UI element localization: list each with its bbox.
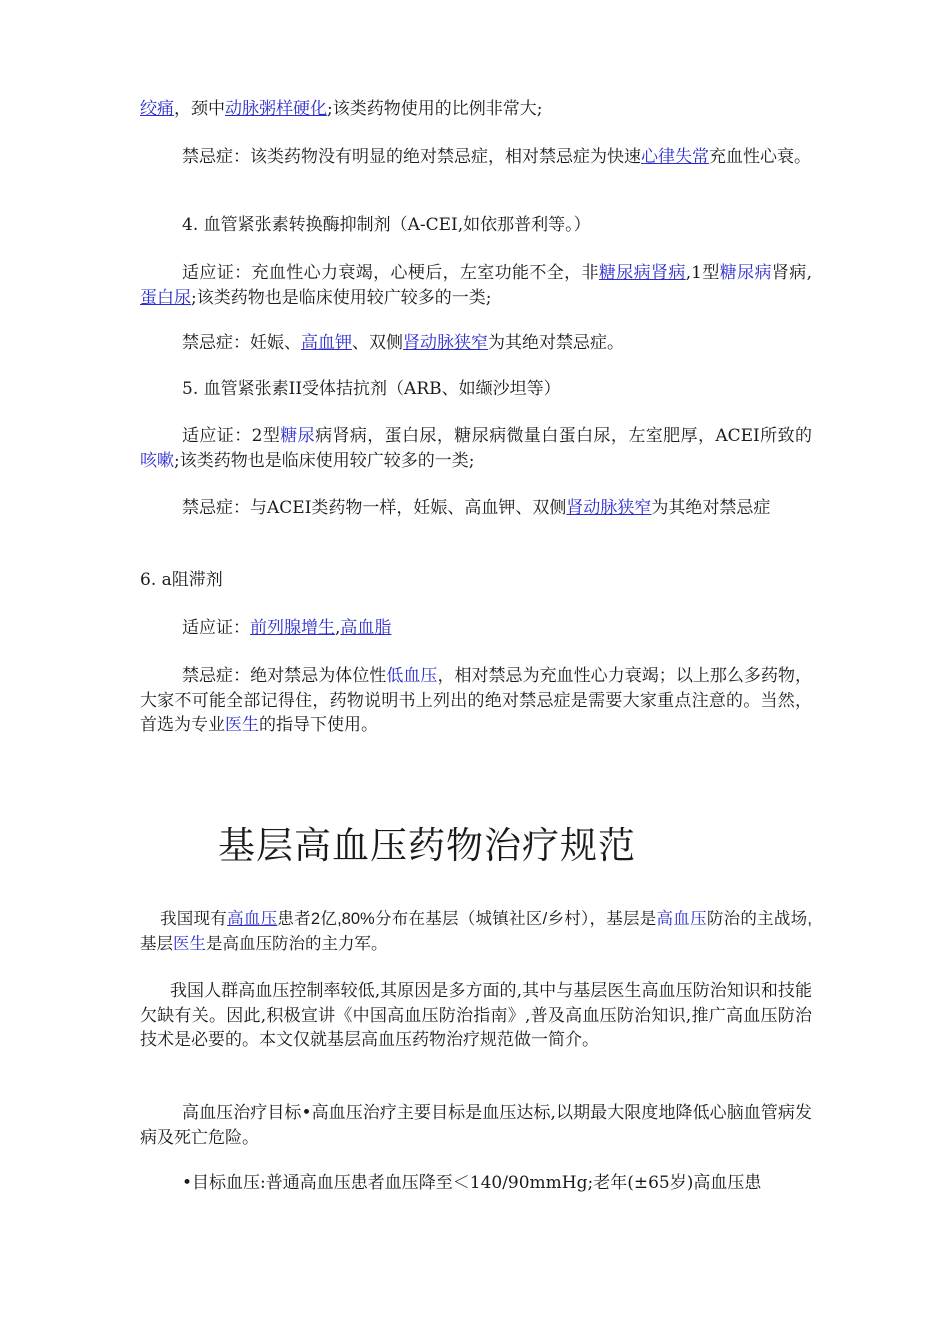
link-diabetes[interactable]: 糖尿病 bbox=[719, 263, 772, 283]
paragraph-10 bbox=[140, 616, 812, 641]
text: 禁忌症：该类药物没有明显的绝对禁忌症，相对禁忌症为快速 bbox=[182, 147, 641, 167]
text: 禁忌症：妊娠、 bbox=[182, 333, 301, 353]
text: 我国现有 bbox=[160, 910, 228, 928]
paragraph-11 bbox=[140, 664, 812, 738]
text: 、双侧 bbox=[352, 333, 403, 353]
link-hyperlipidemia[interactable]: 高血脂 bbox=[340, 618, 392, 638]
text: ，相对禁忌为充血性心力衰竭；以上那么多药物，大家不可能全部记得住，药物说明书上列出的绝对禁忌症是需要大家重点注意的。当然，首选为专业 bbox=[140, 666, 813, 735]
link-arrhythmia[interactable]: 心律失常 bbox=[641, 147, 709, 167]
text: ;该类药物也是临床使用较广较多的一类; bbox=[191, 287, 492, 308]
paragraph-12 bbox=[140, 907, 812, 956]
link-angina[interactable]: 绞痛 bbox=[140, 99, 174, 119]
section-title: 基层高血压药物治疗规范 bbox=[218, 824, 636, 867]
paragraph-15 bbox=[140, 1171, 812, 1196]
text: 为其绝对禁忌症。 bbox=[488, 333, 624, 353]
text-hypotension[interactable]: 低血压 bbox=[386, 666, 438, 686]
text: 禁忌症：绝对禁忌为体位性 bbox=[182, 666, 387, 686]
text: 6. a阻滞剂 bbox=[140, 570, 223, 590]
paragraph-3 bbox=[140, 213, 812, 238]
text-diabetes[interactable]: 糖尿 bbox=[280, 426, 316, 446]
text-doctor[interactable]: 医生 bbox=[225, 715, 259, 735]
link-atherosclerosis[interactable]: 动脉粥样硬化 bbox=[225, 99, 327, 119]
link-diabetic-nephropathy[interactable]: 糖尿病肾病 bbox=[598, 263, 686, 283]
text: , bbox=[335, 618, 341, 638]
paragraph-14 bbox=[140, 1101, 812, 1150]
paragraph-2 bbox=[140, 145, 812, 170]
text: 高血压治疗目标•高血压治疗主要目标是血压达标,以期最大限度地降低心脑血管病发病及死亡危险。 bbox=[140, 1103, 812, 1148]
paragraph-4 bbox=[140, 261, 812, 310]
text-cough[interactable]: 咳嗽 bbox=[140, 450, 174, 471]
text: 我国人群高血压控制率较低,其原因是多方面的,其中与基层医生高血压防治知识和技能欠缺有关。因此,积极宣讲《中国高血压防治指南》,普及高血压防治知识,推广高血压防治技术是必要的。本文仅就基层高血压药物治疗规范做一简介。 bbox=[140, 981, 812, 1050]
text: 适应证： bbox=[182, 618, 250, 638]
text: 肾病, bbox=[771, 263, 813, 283]
paragraph-1 bbox=[140, 97, 812, 122]
text: 患者2亿,80%分布在基层（城镇社区/乡村），基层是 bbox=[277, 910, 657, 928]
text: ，颈中 bbox=[174, 99, 225, 119]
text: ;该类药物也是临床使用较广较多的一类; bbox=[174, 450, 475, 471]
text: 适应证：2型 bbox=[182, 426, 281, 446]
text: 的指导下使用。 bbox=[259, 715, 378, 735]
text: 是高血压防治的主力军。 bbox=[206, 934, 388, 953]
paragraph-5 bbox=[140, 331, 812, 356]
link-prostate-hyperplasia[interactable]: 前列腺增生 bbox=[250, 618, 335, 638]
text: 5. 血管紧张素II受体拮抗剂（ARB、如缬沙坦等） bbox=[182, 379, 561, 399]
link-renal-artery-stenosis-2[interactable]: 肾动脉狭窄 bbox=[566, 498, 652, 518]
paragraph-8 bbox=[140, 496, 812, 521]
text: ,1型 bbox=[685, 263, 720, 283]
text: •目标血压:普通高血压患者血压降至＜140/90mmHg;老年(±65岁)高血压患 bbox=[182, 1173, 762, 1193]
text: 充血性心衰。 bbox=[709, 147, 811, 167]
link-hypertension[interactable]: 高血压 bbox=[227, 910, 278, 928]
text: 为其绝对禁忌症 bbox=[651, 498, 771, 518]
paragraph-6 bbox=[140, 377, 812, 402]
link-hyperkalemia[interactable]: 高血钾 bbox=[301, 333, 352, 353]
text: 病肾病，蛋白尿，糖尿病微量白蛋白尿，左室肥厚，ACEI所致的 bbox=[315, 426, 812, 446]
text: 适应证：充血性心力衰竭，心梗后，左室功能不全，非 bbox=[182, 263, 599, 283]
link-renal-artery-stenosis[interactable]: 肾动脉狭窄 bbox=[403, 333, 488, 353]
paragraph-7 bbox=[140, 424, 812, 473]
text: 防治的主战场,基层 bbox=[140, 910, 813, 953]
text: ;该类药物使用的比例非常大; bbox=[327, 99, 543, 119]
text-doctor-2[interactable]: 医生 bbox=[173, 934, 206, 953]
link-proteinuria[interactable]: 蛋白尿 bbox=[140, 287, 191, 308]
text-hypertension[interactable]: 高血压 bbox=[656, 910, 707, 928]
paragraph-9 bbox=[140, 568, 812, 593]
text: 禁忌症：与ACEI类药物一样，妊娠、高血钾、双侧 bbox=[182, 498, 567, 518]
paragraph-13 bbox=[140, 979, 812, 1053]
text: 4. 血管紧张素转换酶抑制剂（A-CEI,如依那普利等。） bbox=[182, 215, 591, 235]
